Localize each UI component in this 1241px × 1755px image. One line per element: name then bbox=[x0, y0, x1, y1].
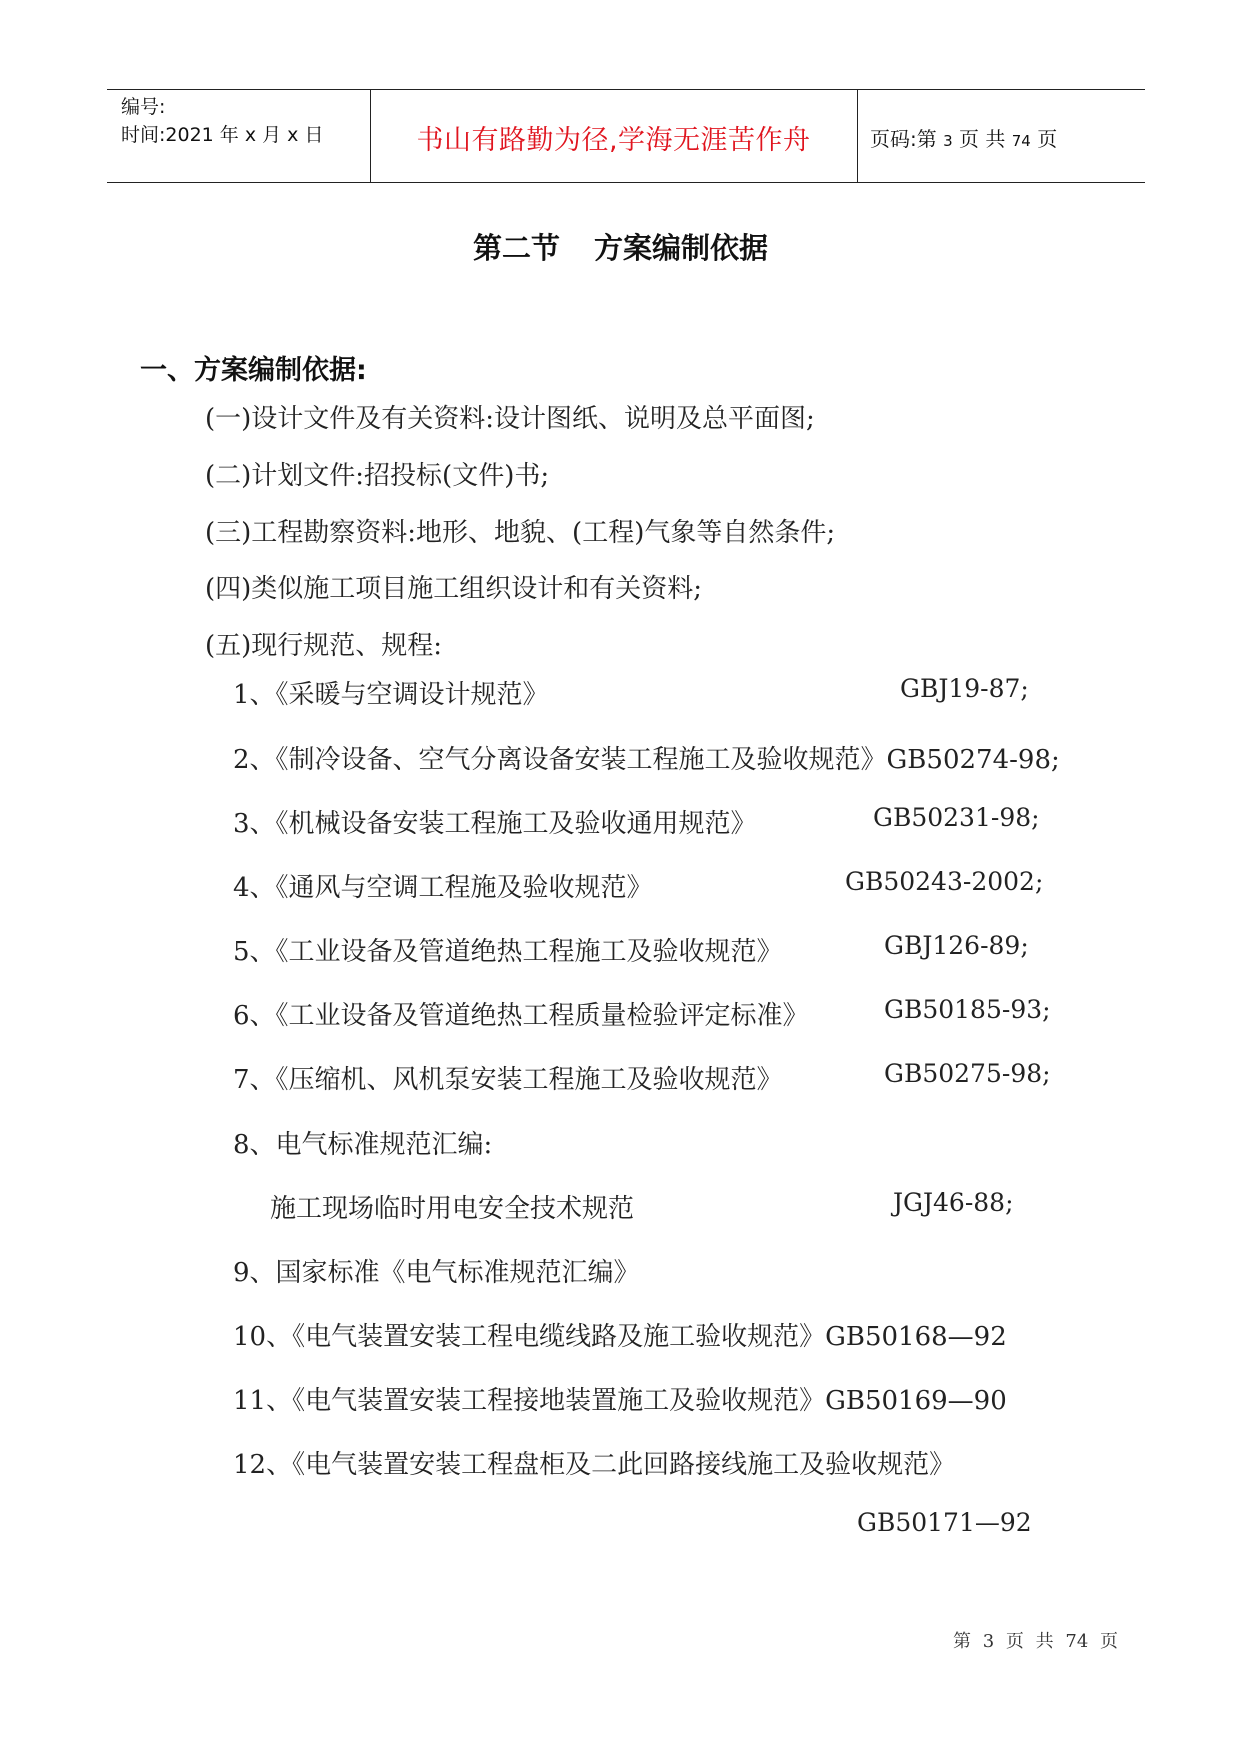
header-bottom-rule bbox=[107, 182, 1145, 183]
standard-code: GBJ19-87; bbox=[900, 674, 1029, 703]
standard-name: 10、《电气装置安装工程电缆线路及施工验收规范》GB50168—92 bbox=[233, 1322, 1007, 1352]
basis-item: (四)类似施工项目施工组织设计和有关资料; bbox=[205, 574, 703, 604]
standard-code: GB50243-2002; bbox=[845, 867, 1044, 896]
basis-item: (二)计划文件:招投标(文件)书; bbox=[205, 461, 550, 491]
time-label: 时间:2021 年 x 月 x 日 bbox=[121, 124, 324, 146]
standard-name: 12、《电气装置安装工程盘柜及二此回路接线施工及验收规范》 bbox=[233, 1450, 956, 1480]
standard-name: 9、国家标准《电气标准规范汇编》 bbox=[233, 1258, 640, 1288]
basis-item: (三)工程勘察资料:地形、地貌、(工程)气象等自然条件; bbox=[205, 518, 836, 548]
heading-basis: 一、方案编制依据: bbox=[140, 355, 367, 386]
footer-suffix: 页 bbox=[1100, 1631, 1119, 1652]
header-info bbox=[121, 93, 323, 149]
header-divider-right bbox=[857, 89, 858, 182]
standard-name: 1、《采暖与空调设计规范》 bbox=[233, 680, 549, 710]
number-label: 编号: bbox=[121, 96, 166, 118]
standard-name: 8、电气标准规范汇编: bbox=[233, 1130, 493, 1160]
footer-prefix: 第 bbox=[953, 1631, 971, 1652]
page-mid: 页 共 bbox=[959, 127, 1006, 151]
header-top-rule bbox=[107, 89, 1145, 90]
page-label: 页码:第 bbox=[870, 127, 937, 151]
footer-total: 74 bbox=[1065, 1631, 1089, 1652]
standard-code: GBJ126-89; bbox=[884, 931, 1029, 960]
page-current: 3 bbox=[943, 132, 953, 150]
standard-code: GB50275-98; bbox=[884, 1059, 1051, 1088]
standard-code: JGJ46-88; bbox=[893, 1188, 1014, 1217]
standard-name: 3、《机械设备安装工程施工及验收通用规范》 bbox=[233, 809, 757, 839]
page-total: 74 bbox=[1011, 132, 1031, 150]
section-name: 方案编制依据 bbox=[594, 231, 769, 265]
header-motto: 书山有路勤为径,学海无涯苦作舟 bbox=[416, 125, 811, 156]
page-suffix: 页 bbox=[1037, 127, 1058, 151]
standard-name: 7、《压缩机、风机泵安装工程施工及验收规范》 bbox=[233, 1065, 783, 1095]
standard-name: 6、《工业设备及管道绝热工程质量检验评定标准》 bbox=[233, 1001, 809, 1031]
standard-name: 2、《制冷设备、空气分离设备安装工程施工及验收规范》GB50274-98; bbox=[233, 745, 1060, 775]
standard-name: 4、《通风与空调工程施及验收规范》 bbox=[233, 873, 653, 903]
standard-code: GB50231-98; bbox=[873, 803, 1040, 832]
section-title bbox=[0, 226, 1241, 267]
basis-item: (一)设计文件及有关资料:设计图纸、说明及总平面图; bbox=[205, 404, 815, 434]
page-footer bbox=[953, 1627, 1118, 1653]
header-page-info bbox=[870, 123, 1057, 152]
standard-name: 5、《工业设备及管道绝热工程施工及验收规范》 bbox=[233, 937, 783, 967]
footer-mid: 页 共 bbox=[1005, 1631, 1054, 1652]
standard-code: GB50171—92 bbox=[857, 1508, 1032, 1537]
footer-current: 3 bbox=[982, 1631, 995, 1652]
basis-item: (五)现行规范、规程: bbox=[205, 631, 443, 661]
section-number: 第二节 bbox=[472, 231, 560, 265]
standard-code: GB50185-93; bbox=[884, 995, 1051, 1024]
standard-name: 11、《电气装置安装工程接地装置施工及验收规范》GB50169—90 bbox=[233, 1386, 1007, 1416]
standard-name: 施工现场临时用电安全技术规范 bbox=[270, 1194, 635, 1224]
